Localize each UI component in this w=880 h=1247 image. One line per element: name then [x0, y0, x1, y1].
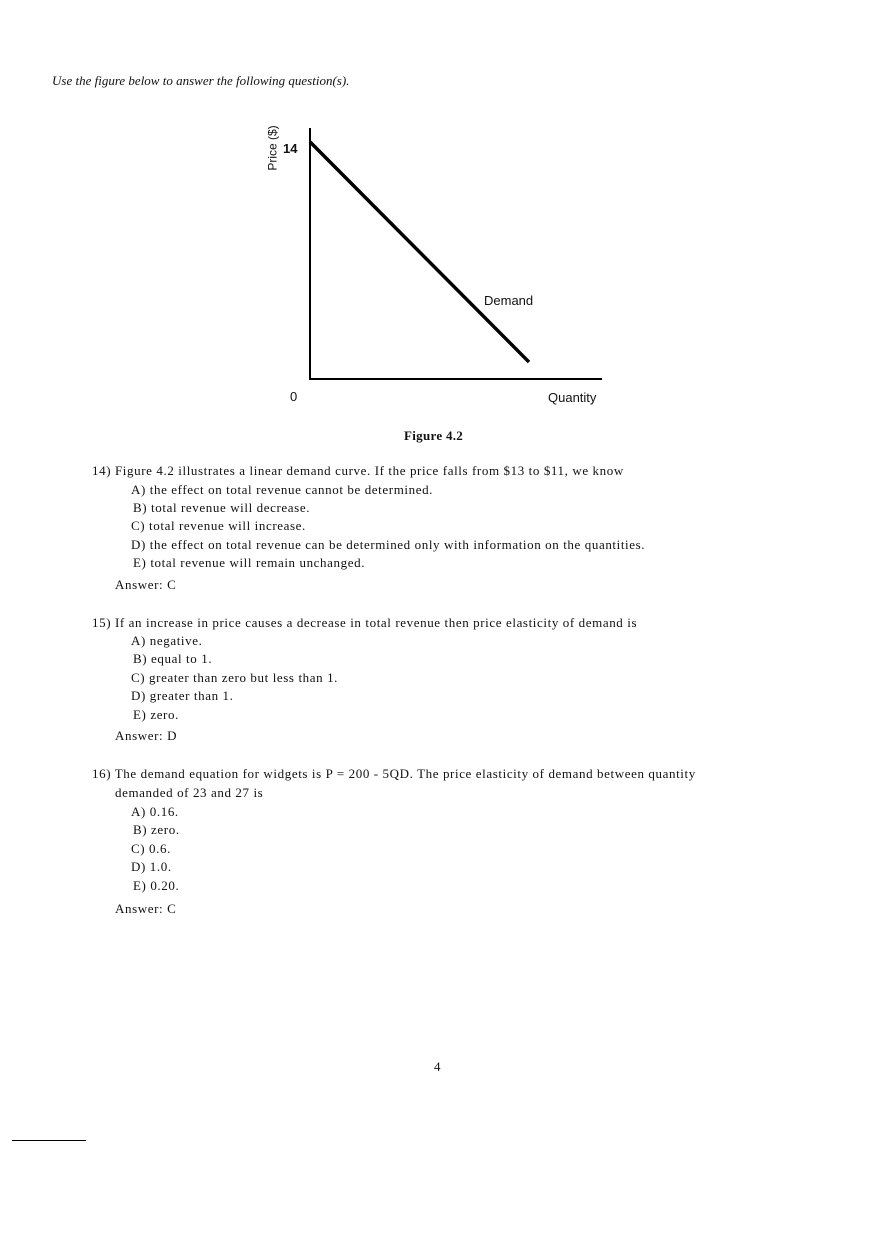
option: A) negative.: [131, 633, 203, 648]
option: D) 1.0.: [131, 859, 172, 874]
footnote-divider: [12, 1140, 86, 1141]
page-number: 4: [434, 1059, 442, 1074]
option: E) 0.20.: [133, 878, 180, 893]
answer: Answer: C: [115, 577, 177, 592]
question-stem-continued: demanded of 23 and 27 is: [115, 785, 264, 800]
answer: Answer: C: [115, 901, 177, 916]
question-stem: 15) If an increase in price causes a decrease in total revenue then price elasticity of demand is: [92, 615, 638, 630]
demand-annotation: Demand: [484, 293, 534, 308]
demand-chart: [0, 0, 880, 440]
option: C) 0.6.: [131, 841, 171, 856]
option: D) greater than 1.: [131, 688, 234, 703]
option: E) total revenue will remain unchanged.: [133, 555, 366, 570]
option: D) the effect on total revenue can be determined only with information on the quantities.: [131, 537, 646, 552]
answer: Answer: D: [115, 728, 178, 743]
option: B) equal to 1.: [133, 651, 213, 666]
option: A) 0.16.: [131, 804, 179, 819]
question-stem: 14) Figure 4.2 illustrates a linear demand curve. If the price falls from $13 to $11, we know: [92, 463, 624, 478]
option: C) greater than zero but less than 1.: [131, 670, 339, 685]
y-tick-label: 14: [283, 141, 298, 156]
option: A) the effect on total revenue cannot be determined.: [131, 482, 434, 497]
option: E) zero.: [133, 707, 179, 722]
option: B) zero.: [133, 822, 180, 837]
y-axis-label: Price ($): [265, 125, 280, 171]
origin-label: 0: [290, 389, 298, 404]
demand-curve: [310, 142, 529, 362]
figure-caption: Figure 4.2: [404, 428, 464, 443]
x-axis-label: Quantity: [548, 390, 597, 405]
option: B) total revenue will decrease.: [133, 500, 311, 515]
option: C) total revenue will increase.: [131, 518, 306, 533]
question-stem: 16) The demand equation for widgets is P = 200 - 5QD. The price elasticity of demand between quantity: [92, 766, 696, 781]
instruction-text: Use the figure below to answer the following question(s).: [52, 73, 350, 88]
